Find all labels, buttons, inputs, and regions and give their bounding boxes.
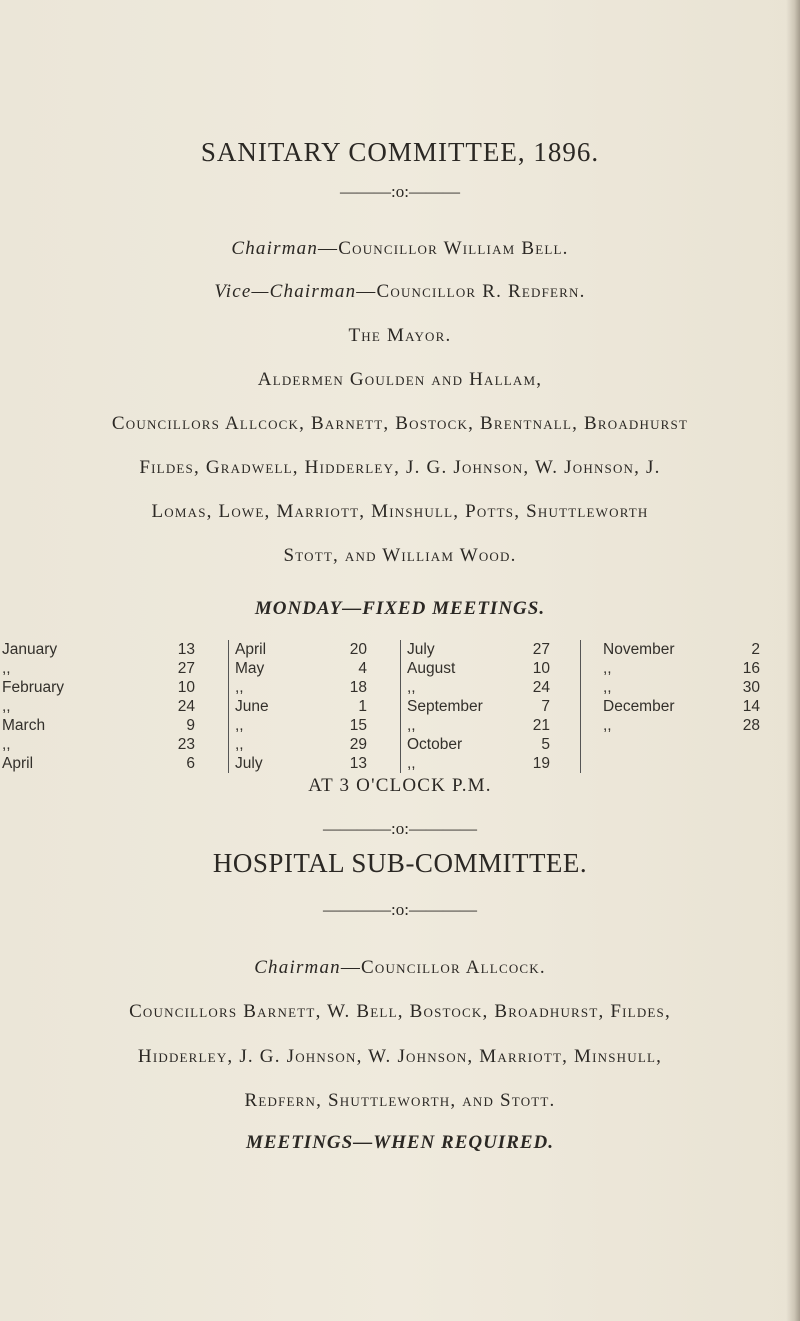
schedule-row — [0, 716, 760, 735]
schedule-day: 18 — [349, 679, 367, 696]
schedule-month: ,, — [401, 754, 508, 773]
schedule-month: ,, — [2, 698, 11, 715]
schedule-day: 4 — [358, 660, 367, 677]
schedule-row — [0, 640, 760, 659]
vice-chairman-name: —Councillor R. Redfern. — [356, 281, 586, 302]
schedule-day: 24 — [177, 698, 195, 715]
schedule-day: 14 — [742, 698, 760, 715]
schedule-row — [0, 678, 760, 697]
schedule-month: January — [2, 641, 58, 658]
vice-chairman-line — [0, 281, 800, 303]
schedule-day: 15 — [349, 717, 367, 734]
schedule-day: 7 — [541, 698, 550, 715]
schedule-day: 19 — [532, 755, 550, 772]
separator: ————:o:———— — [323, 900, 477, 919]
meeting-time-note: AT 3 O'CLOCK P.M. — [308, 775, 492, 796]
separator: ———:o:——— — [340, 182, 460, 201]
hospital-councillors-line-3: Redfern, Shuttleworth, and Stott. — [244, 1090, 556, 1111]
schedule-month: June — [229, 697, 324, 716]
schedule-month: ,, — [2, 736, 11, 753]
schedule-day: 16 — [742, 660, 760, 677]
vice-chairman-label: Vice—Chairman — [214, 281, 357, 302]
schedule-month: September — [401, 697, 508, 716]
schedule-day: 29 — [349, 736, 367, 753]
schedule-day: 10 — [532, 660, 550, 677]
schedule-row — [0, 697, 760, 716]
chairman-name: —Councillor William Bell. — [318, 238, 569, 259]
schedule-day — [732, 735, 760, 754]
schedule-month: April — [229, 640, 324, 659]
hospital-chairman-name: —Councillor Allcock. — [340, 957, 546, 978]
councillors-line-4: Stott, and William Wood. — [283, 545, 517, 566]
schedule-row — [0, 754, 760, 773]
schedule-day: 1 — [358, 698, 367, 715]
schedule-day: 24 — [532, 679, 550, 696]
schedule-month — [581, 754, 733, 773]
councillors-line-3: Lomas, Lowe, Marriott, Minshull, Potts, Shuttleworth — [151, 501, 649, 522]
sanitary-committee-title: SANITARY COMMITTEE, 1896. — [200, 137, 600, 167]
schedule-day: 30 — [742, 679, 760, 696]
schedule-month: ,, — [581, 678, 733, 697]
separator: ————:o:———— — [323, 819, 477, 838]
schedule-month: August — [401, 659, 508, 678]
schedule-month: July — [401, 640, 508, 659]
schedule-day: 27 — [177, 660, 195, 677]
hospital-chairman-line — [0, 957, 800, 979]
hospital-chairman-label: Chairman — [254, 957, 341, 978]
schedule-month: March — [2, 717, 46, 734]
schedule-month: ,, — [581, 716, 733, 735]
schedule-month: May — [229, 659, 324, 678]
chairman-line — [0, 238, 800, 260]
councillors-line-2: Fildes, Gradwell, Hidderley, J. G. Johnson, W. Johnson, J. — [139, 457, 661, 478]
schedule-month — [581, 735, 733, 754]
schedule-row — [0, 735, 760, 754]
mayor-line: The Mayor. — [348, 325, 452, 346]
schedule-day — [732, 754, 760, 773]
schedule-day: 21 — [532, 717, 550, 734]
aldermen-line: Aldermen Goulden and Hallam, — [257, 369, 543, 390]
schedule-day: 5 — [541, 736, 550, 753]
schedule-month: ,, — [401, 678, 508, 697]
hospital-councillors-line-1: Councillors Barnett, W. Bell, Bostock, Broadhurst, Fildes, — [129, 1001, 671, 1022]
schedule-day: 6 — [186, 755, 195, 772]
schedule-month: October — [401, 735, 508, 754]
schedule-day: 13 — [177, 641, 195, 658]
schedule-day: 10 — [177, 679, 195, 696]
schedule-month: July — [229, 754, 324, 773]
hospital-meetings-heading: MEETINGS—WHEN REQUIRED. — [245, 1132, 555, 1153]
schedule-day: 9 — [186, 717, 195, 734]
schedule-day: 28 — [742, 717, 760, 734]
schedule-month: December — [581, 697, 733, 716]
schedule-row — [0, 659, 760, 678]
schedule-day: 27 — [532, 641, 550, 658]
schedule-month: ,, — [229, 716, 324, 735]
schedule-month: ,, — [229, 735, 324, 754]
schedule-day: 23 — [177, 736, 195, 753]
meeting-schedule-table — [0, 640, 760, 773]
fixed-meetings-heading: MONDAY—FIXED MEETINGS. — [254, 598, 546, 619]
schedule-month: ,, — [229, 678, 324, 697]
schedule-month: February — [2, 679, 65, 696]
schedule-month: November — [581, 640, 733, 659]
schedule-day: 2 — [751, 641, 760, 658]
schedule-day: 20 — [349, 641, 367, 658]
schedule-day: 13 — [349, 755, 367, 772]
schedule-month: April — [2, 755, 34, 772]
chairman-label: Chairman — [231, 238, 319, 259]
hospital-councillors-line-2: Hidderley, J. G. Johnson, W. Johnson, Marriott, Minshull, — [137, 1046, 663, 1067]
schedule-month: ,, — [581, 659, 733, 678]
hospital-subcommittee-title: HOSPITAL SUB-COMMITTEE. — [212, 848, 588, 878]
schedule-month: ,, — [401, 716, 508, 735]
schedule-month: ,, — [2, 660, 11, 677]
councillors-line-1: Councillors Allcock, Barnett, Bostock, Brentnall, Broadhurst — [111, 413, 689, 434]
